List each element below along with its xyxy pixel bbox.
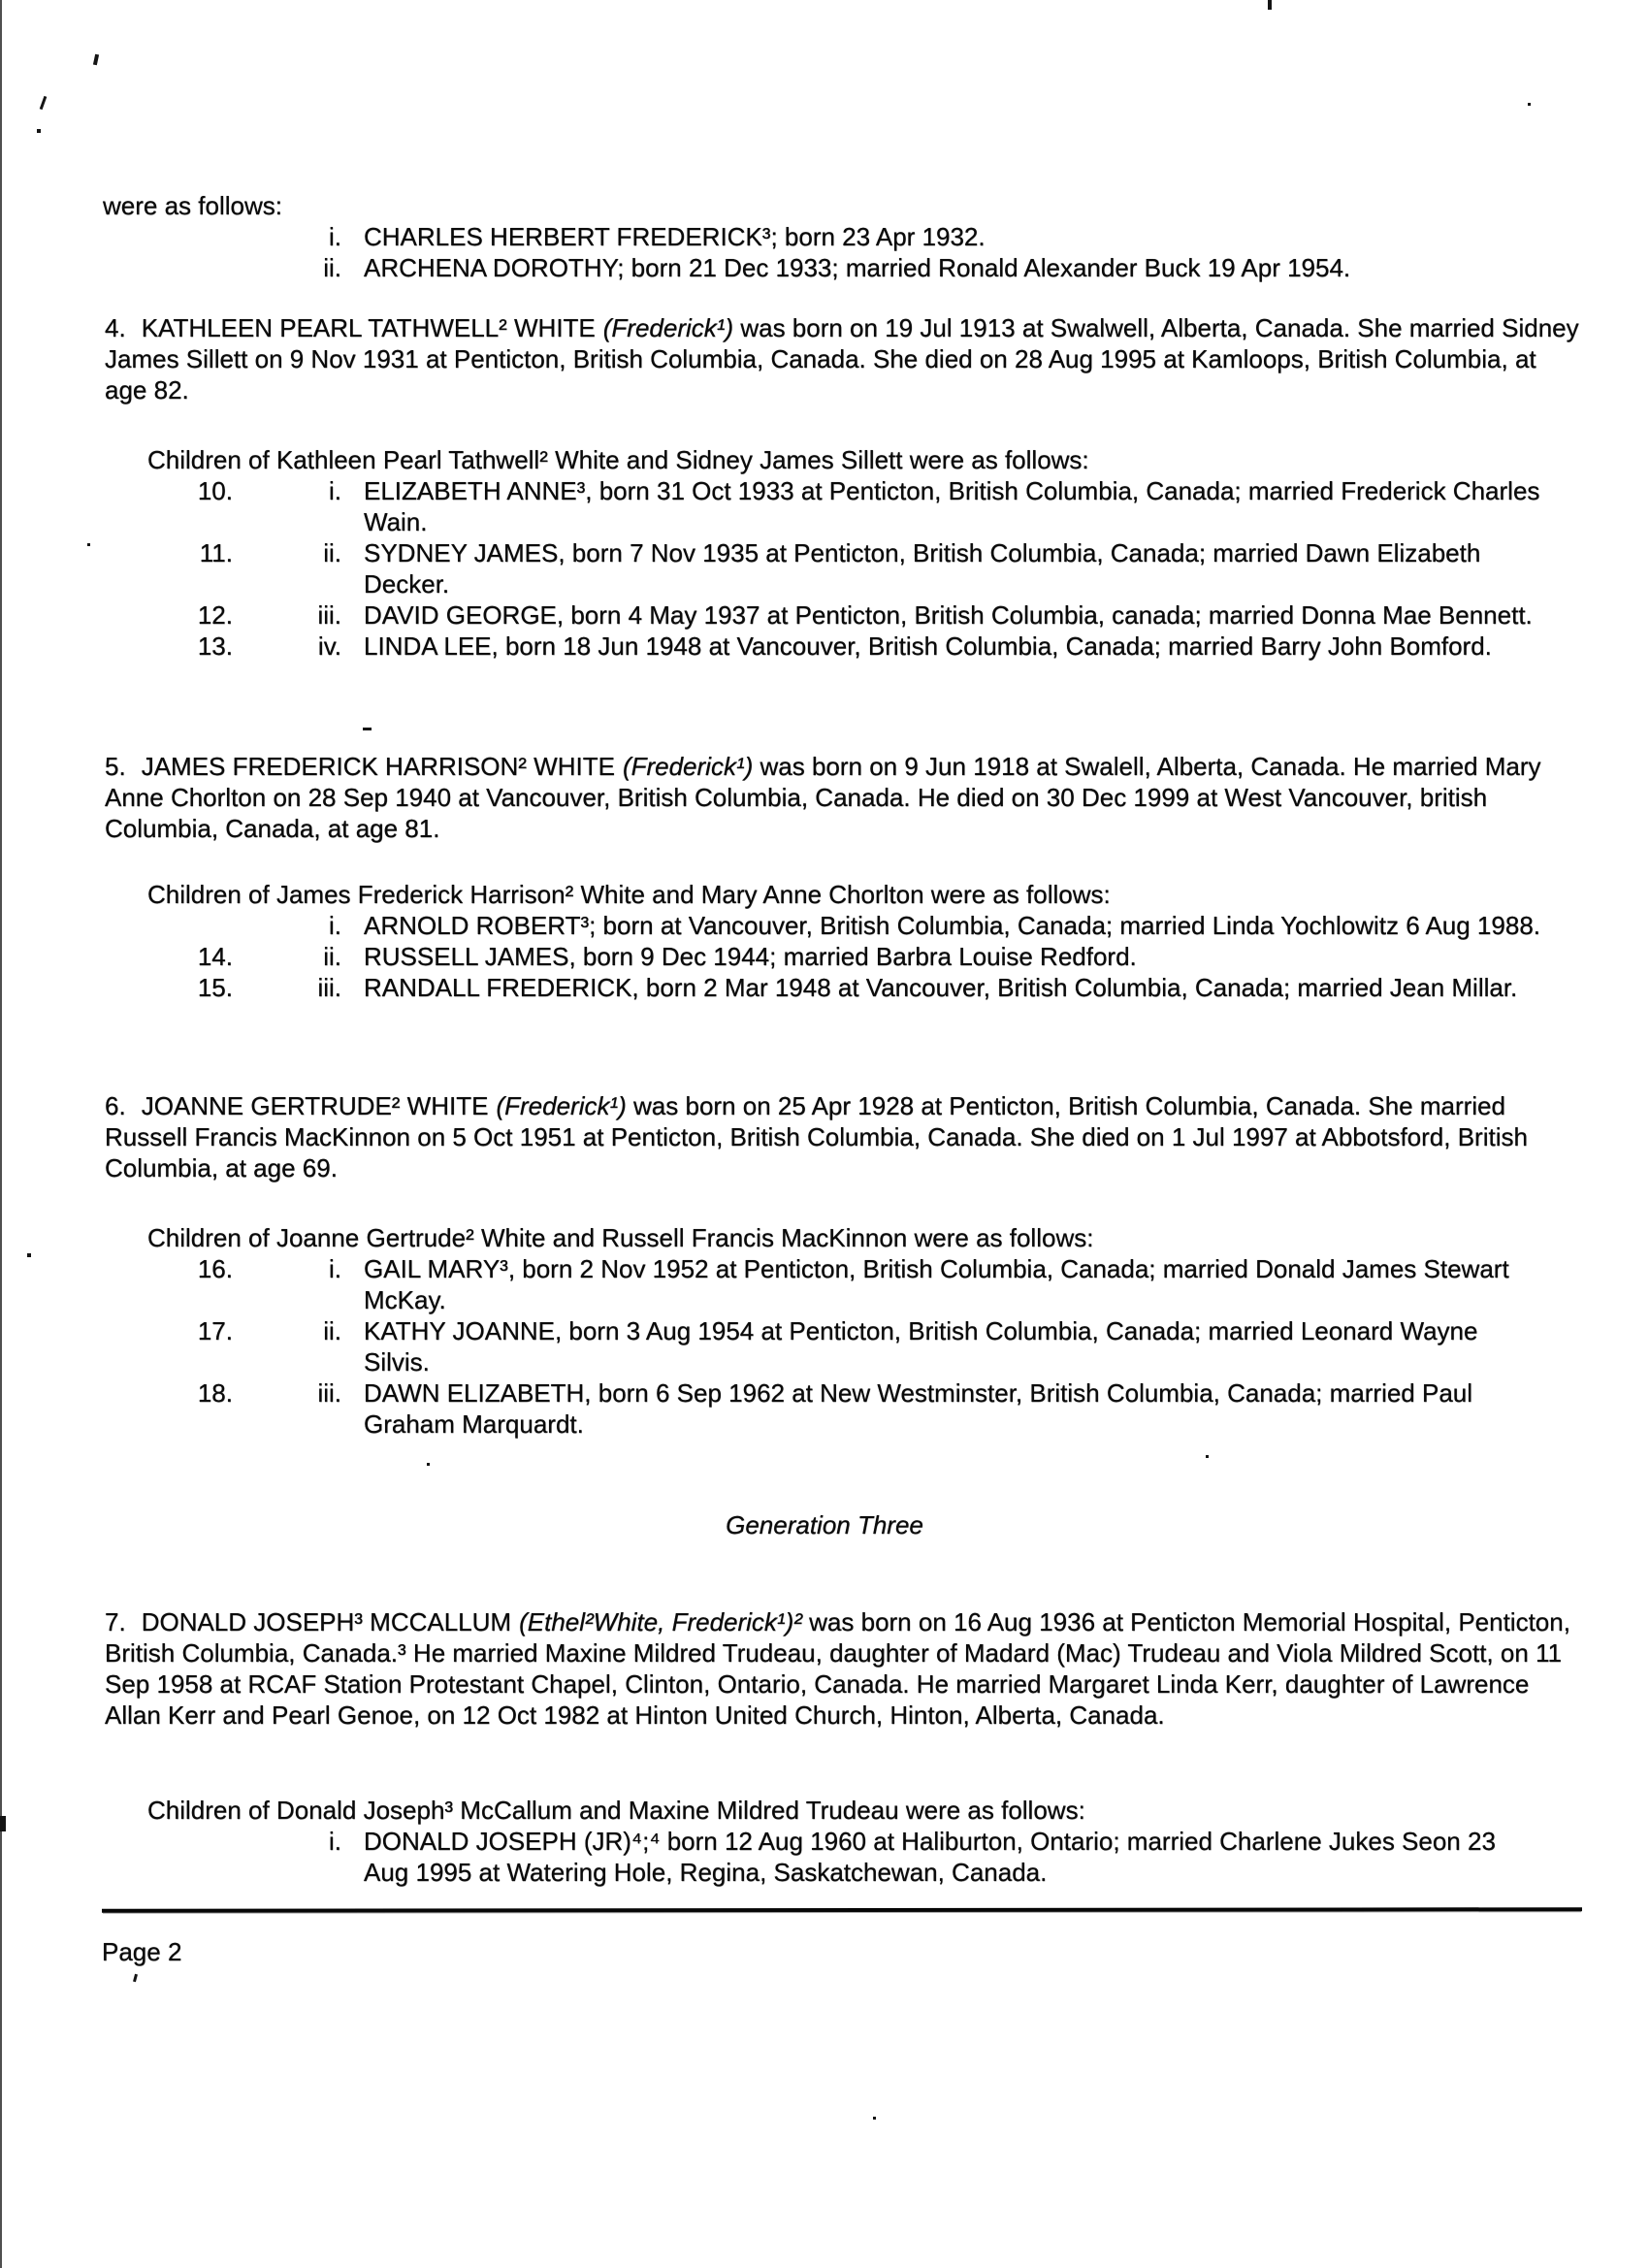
- footer-divider-line: [102, 1907, 1582, 1913]
- child-roman-numeral: iii.: [317, 1378, 341, 1408]
- scan-artifact: [1206, 1455, 1209, 1458]
- person-narrative: was born on 9 Jun 1918 at Swalell, Alberta, Canada. He married Mary Anne Chorlton on 28 Sep 1940 at Vancouver, British Columbia, Canada. He died on 30 Dec 1999 at West Vancouver, british Columbia, Canada, at age 81.: [105, 752, 1541, 843]
- child-record-text: KATHY JOANNE, born 3 Aug 1954 at Penticton, British Columbia, Canada; married Leonard Wayne Silvis.: [364, 1316, 1478, 1377]
- child-roman-numeral: i.: [329, 476, 341, 505]
- children-list: [105, 475, 1618, 662]
- child-sequence-number: 17.: [197, 1316, 233, 1345]
- child-roman-numeral: i.: [329, 222, 341, 251]
- person-number: 4.: [105, 313, 126, 342]
- child-row: [105, 537, 1618, 599]
- child-record-text: GAIL MARY³, born 2 Nov 1952 at Penticton, British Columbia, Canada; married Donald James Stewart McKay.: [364, 1254, 1509, 1314]
- child-row: [105, 972, 1618, 1003]
- person-name: KATHLEEN PEARL TATHWELL² WHITE: [141, 313, 596, 342]
- child-sequence-number: 18.: [197, 1378, 233, 1408]
- scan-artifact: [93, 54, 99, 66]
- child-row: [105, 221, 1618, 252]
- scan-artifact: [0, 1816, 6, 1831]
- person-paragraph: [105, 312, 1583, 405]
- person-lineage: (Frederick¹): [496, 1091, 627, 1120]
- child-record-text: DONALD JOSEPH (JR)⁴;⁴ born 12 Aug 1960 at Haliburton, Ontario; married Charlene Jukes Seon 23 Aug 1995 at Watering Hole, Regina, Saskatchewan, Canada.: [364, 1827, 1496, 1887]
- child-roman-numeral: i.: [329, 1827, 341, 1856]
- child-record-text: CHARLES HERBERT FREDERICK³; born 23 Apr 1932.: [364, 222, 986, 251]
- scan-artifact: [0, 0, 2, 2268]
- child-record-text: RUSSELL JAMES, born 9 Dec 1944; married Barbra Louise Redford.: [364, 942, 1137, 971]
- scan-artifact: [873, 2117, 876, 2120]
- child-record-text: ELIZABETH ANNE³, born 31 Oct 1933 at Penticton, British Columbia, Canada; married Frederick Charles Wain.: [364, 476, 1540, 536]
- child-record-text: ARNOLD ROBERT³; born at Vancouver, British Columbia, Canada; married Linda Yochlowitz 6 Aug 1988.: [364, 911, 1540, 940]
- page-number-footer: Page 2: [102, 1937, 182, 1966]
- person-narrative: was born on 25 Apr 1928 at Penticton, British Columbia, Canada. She married Russell Francis MacKinnon on 5 Oct 1951 at Penticton, British Columbia, Canada. She died on 1 Jul 1997 at Abbotsford, British Columbia, at age 69.: [105, 1091, 1528, 1183]
- child-roman-numeral: iv.: [317, 632, 341, 661]
- person-lineage: (Frederick¹): [622, 752, 754, 781]
- person-paragraph: [105, 1606, 1583, 1731]
- children-list: [105, 1826, 1618, 1888]
- child-row: [105, 910, 1618, 941]
- continued-children-list: [105, 221, 1618, 283]
- child-record-text: ARCHENA DOROTHY; born 21 Dec 1933; married Ronald Alexander Buck 19 Apr 1954.: [364, 253, 1351, 282]
- scan-artifact: [133, 1974, 138, 1983]
- child-roman-numeral: iii.: [317, 600, 341, 630]
- child-record-text: DAVID GEORGE, born 4 May 1937 at Penticton, British Columbia, canada; married Donna Mae Bennett.: [364, 600, 1533, 630]
- person-paragraph: [105, 751, 1583, 844]
- child-roman-numeral: i.: [329, 1254, 341, 1283]
- child-record-text: DAWN ELIZABETH, born 6 Sep 1962 at New Westminster, British Columbia, Canada; married Paul Graham Marquardt.: [364, 1378, 1473, 1439]
- child-sequence-number: 10.: [197, 476, 233, 505]
- child-row: [105, 631, 1618, 662]
- child-row: [105, 475, 1618, 537]
- scan-artifact: [37, 129, 41, 133]
- child-row: [105, 1826, 1618, 1888]
- person-name: JOANNE GERTRUDE² WHITE: [141, 1091, 489, 1120]
- person-number: 5.: [105, 752, 126, 781]
- scan-artifact: [363, 728, 372, 730]
- child-sequence-number: 13.: [197, 632, 233, 661]
- person-lineage: (Frederick¹): [602, 313, 734, 342]
- scan-artifact: [87, 543, 90, 546]
- child-roman-numeral: iii.: [317, 973, 341, 1002]
- scan-artifact: [427, 1463, 430, 1466]
- child-row: [105, 1315, 1618, 1377]
- children-list: [105, 1253, 1618, 1440]
- child-sequence-number: 15.: [197, 973, 233, 1002]
- scan-artifact: [1528, 103, 1531, 106]
- scan-artifact: [1268, 0, 1272, 10]
- child-roman-numeral: ii.: [323, 538, 341, 567]
- child-record-text: LINDA LEE, born 18 Jun 1948 at Vancouver, British Columbia, Canada; married Barry John Bomford.: [364, 632, 1492, 661]
- child-roman-numeral: ii.: [323, 1316, 341, 1345]
- child-row: [105, 252, 1618, 283]
- child-sequence-number: 12.: [197, 600, 233, 630]
- scan-artifact: [27, 1253, 31, 1257]
- children-lead: Children of Kathleen Pearl Tathwell² White and Sidney James Sillett were as follows:: [147, 445, 1089, 474]
- person-lineage: (Ethel²White, Frederick¹)²: [519, 1607, 802, 1636]
- child-roman-numeral: ii.: [323, 253, 341, 282]
- person-number: 6.: [105, 1091, 126, 1120]
- children-lead: Children of James Frederick Harrison² White and Mary Anne Chorlton were as follows:: [147, 880, 1111, 909]
- child-sequence-number: 16.: [197, 1254, 233, 1283]
- person-narrative: was born on 16 Aug 1936 at Penticton Memorial Hospital, Penticton, British Columbia, Canada.³ He married Maxine Mildred Trudeau, daughter of Madard (Mac) Trudeau and Viola Mildred Scott, on 11 Sep 1958 at RCAF Station Protestant Chapel, Clinton, Ontario, Canada. He married Margaret Linda Kerr, daughter of Lawrence Allan Kerr and Pearl Genoe, on 12 Oct 1982 at Hinton United Church, Hinton, Alberta, Canada.: [105, 1607, 1570, 1730]
- child-record-text: RANDALL FREDERICK, born 2 Mar 1948 at Vancouver, British Columbia, Canada; married Jean Millar.: [364, 973, 1518, 1002]
- children-list: [105, 910, 1618, 1003]
- generation-heading: Generation Three: [726, 1510, 923, 1539]
- child-sequence-number: 14.: [197, 942, 233, 971]
- child-row: [105, 1377, 1618, 1440]
- children-lead: Children of Joanne Gertrude² White and Russell Francis MacKinnon were as follows:: [147, 1223, 1094, 1252]
- child-row: [105, 599, 1618, 631]
- person-number: 7.: [105, 1607, 126, 1636]
- children-lead: Children of Donald Joseph³ McCallum and Maxine Mildred Trudeau were as follows:: [147, 1796, 1085, 1825]
- person-paragraph: [105, 1090, 1583, 1183]
- person-name: JAMES FREDERICK HARRISON² WHITE: [141, 752, 615, 781]
- continued-children-intro: were as follows:: [103, 191, 282, 220]
- child-roman-numeral: i.: [329, 911, 341, 940]
- child-record-text: SYDNEY JAMES, born 7 Nov 1935 at Penticton, British Columbia, Canada; married Dawn Elizabeth Decker.: [364, 538, 1481, 599]
- child-sequence-number: 11.: [199, 538, 233, 567]
- child-row: [105, 1253, 1618, 1315]
- scan-artifact: [40, 96, 48, 110]
- child-roman-numeral: ii.: [323, 942, 341, 971]
- person-narrative: was born on 19 Jul 1913 at Swalwell, Alberta, Canada. She married Sidney James Sillett on 9 Nov 1931 at Penticton, British Columbia, Canada. She died on 28 Aug 1995 at Kamloops, British Columbia, at age 82.: [105, 313, 1579, 405]
- child-row: [105, 941, 1618, 972]
- person-name: DONALD JOSEPH³ MCCALLUM: [141, 1607, 512, 1636]
